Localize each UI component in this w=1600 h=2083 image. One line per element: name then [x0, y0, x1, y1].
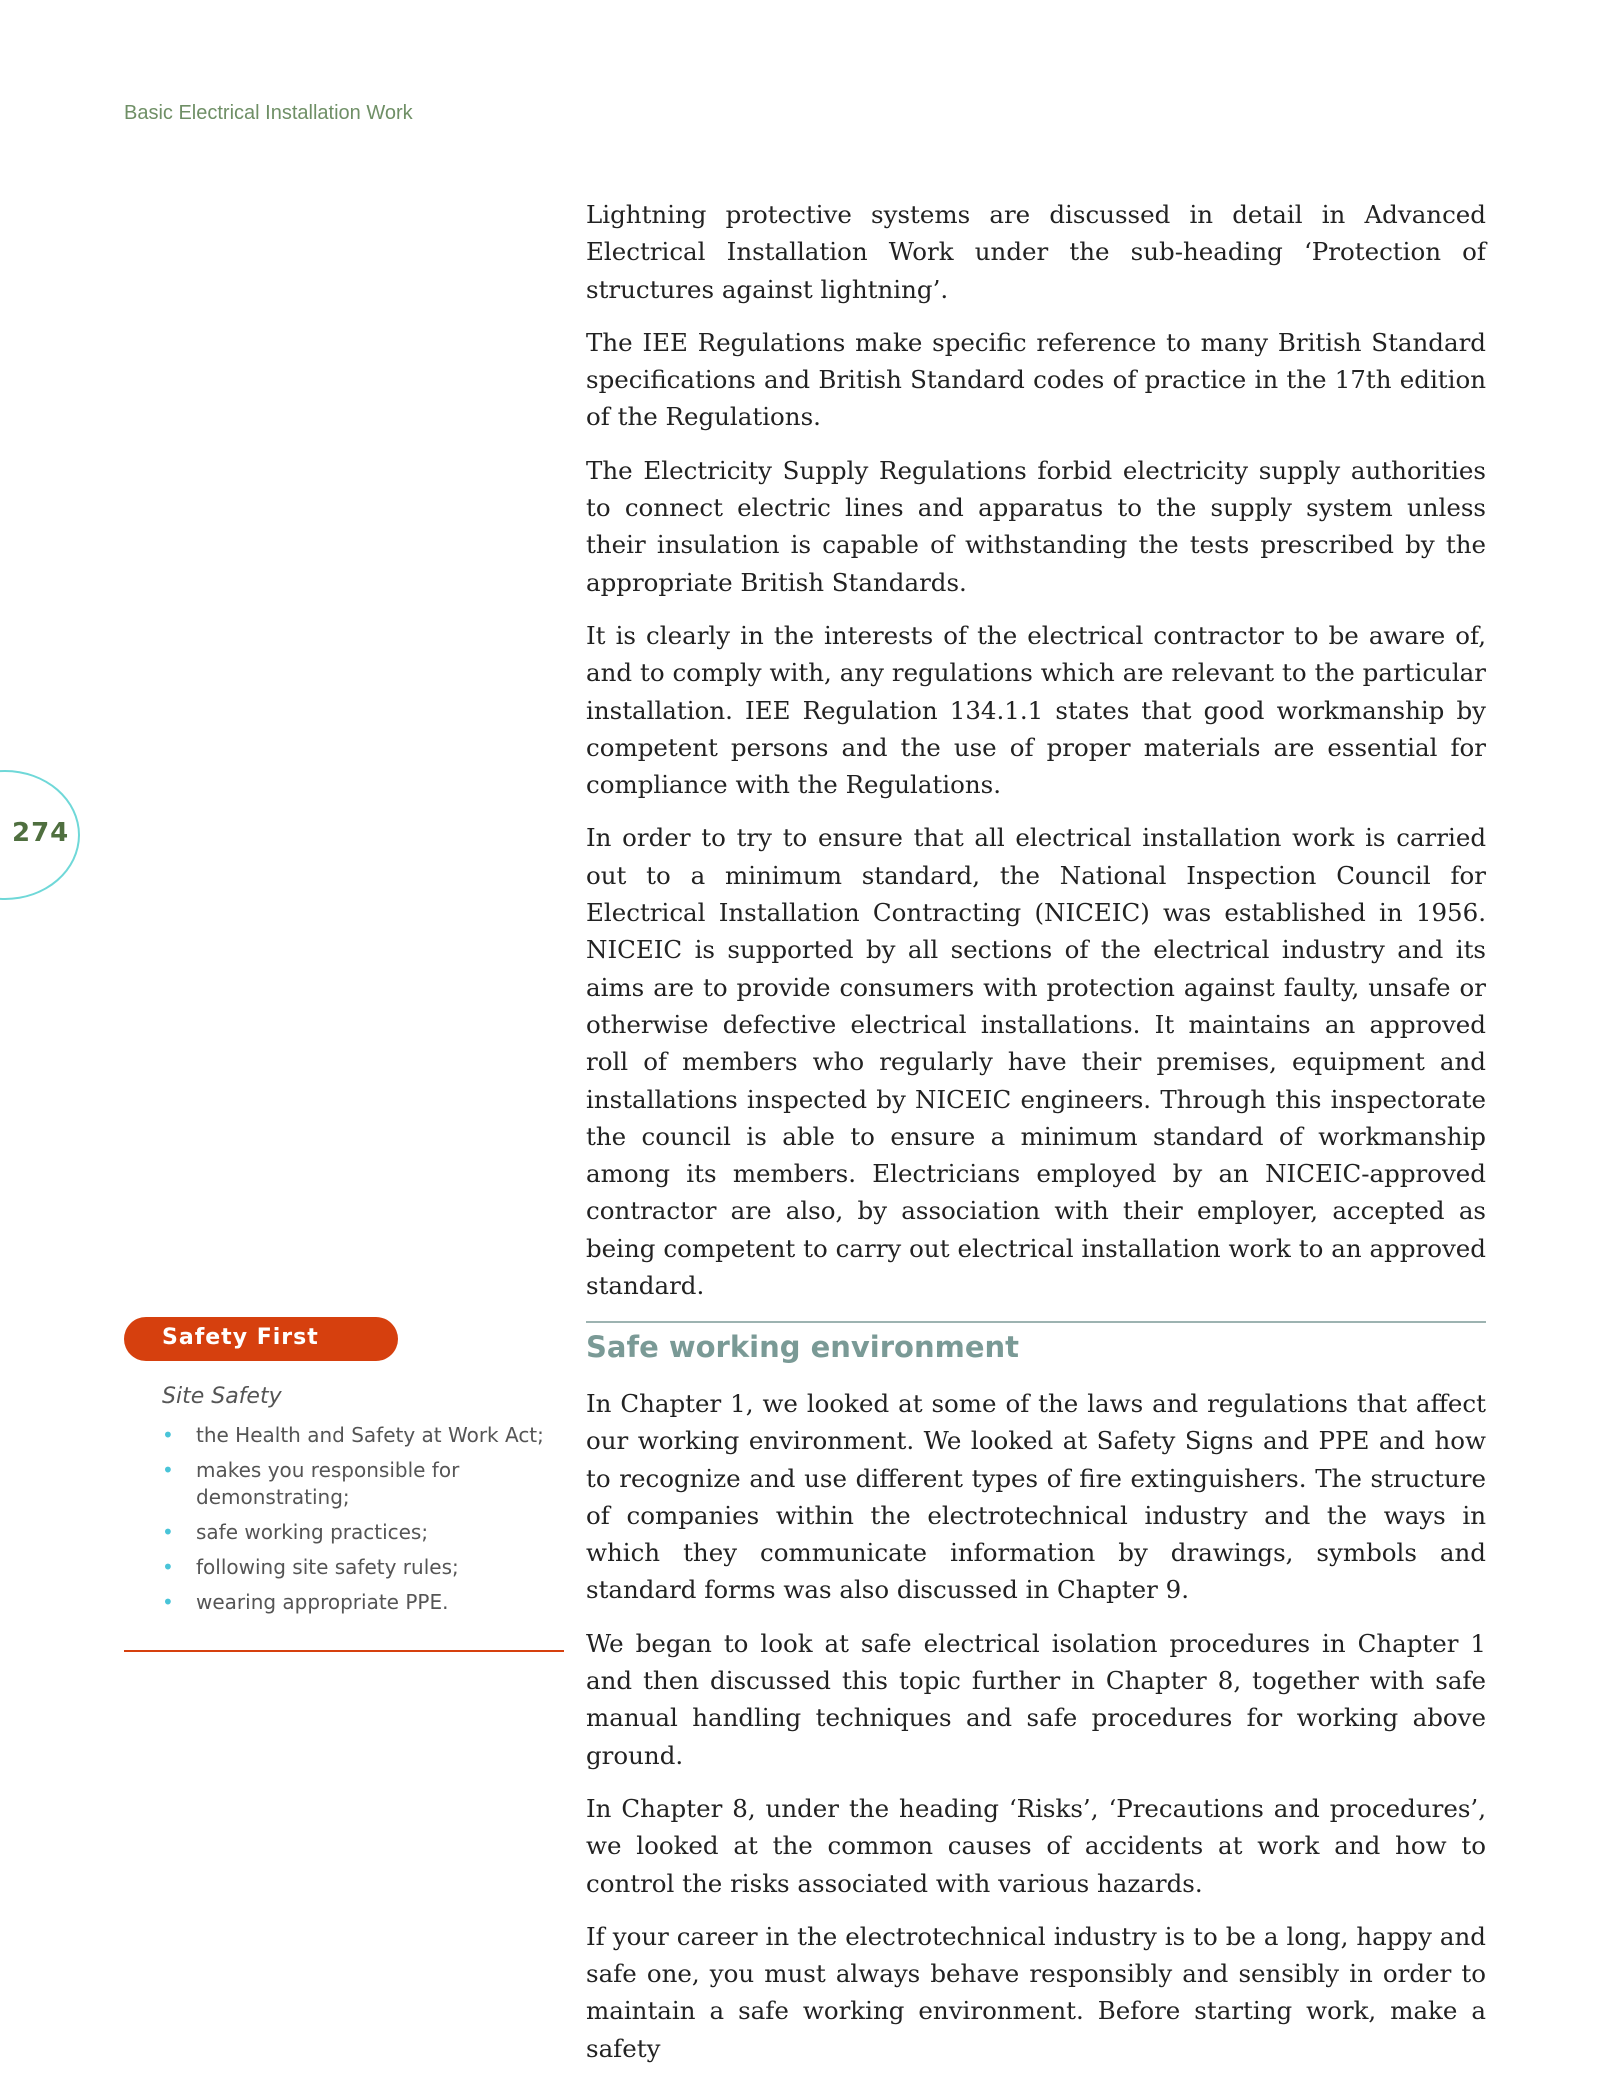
paragraph: In order to try to ensure that all electrical installation work is carried out to a minimum standard, the National Inspection Council for Electrical Installation Contracting (NICEIC) was established in 1956. NICEIC is supported by all sections of the electrical industry and its aims are to provide consumers with protection against faulty, unsafe or otherwise defective electrical installations. It maintains an approved roll of members who regularly have their premises, equipment and installations inspected by NICEIC engineers. Through this inspectorate the council is able to ensure a minimum standard of workmanship among its members. Electricians employed by an NICEIC-approved contractor are also, by association with their employer, accepted as being competent to carry out electrical installation work to an approved standard. — [586, 823, 1486, 1301]
sidebar-list — [162, 1422, 562, 1624]
section-heading: Safe working environment — [586, 1330, 1020, 1364]
sidebar-subtitle: Site Safety — [162, 1384, 282, 1409]
paragraph: The Electricity Supply Regulations forbid electricity supply authorities to connect electric lines and apparatus to the supply system unless their insulation is capable of withstanding the tests prescribed by the appropriate British Standards. — [586, 455, 1486, 597]
bullet-icon: • — [162, 1520, 174, 1544]
paragraph: We began to look at safe electrical isolation procedures in Chapter 1 and then discussed this topic further in Chapter 8, together with safe manual handling techniques and safe procedures for working above ground. — [586, 1628, 1486, 1770]
paragraph: If your career in the electrotechnical industry is to be a long, happy and safe one, you must always behave responsibly and sensibly in order to maintain a safe working environment. Before starting work, make a safety — [586, 1921, 1486, 2063]
running-head: Basic Electrical Installation Work — [124, 102, 413, 124]
list-item — [162, 1519, 562, 1546]
bullet-icon: • — [162, 1458, 174, 1482]
list-item-text: the Health and Safety at Work Act; — [196, 1423, 544, 1447]
list-item — [162, 1422, 562, 1449]
section-divider — [586, 1321, 1486, 1323]
paragraph: In Chapter 1, we looked at some of the laws and regulations that affect our working environment. We looked at Safety Signs and PPE and how to recognize and use different types of fire extinguishers. The structure of companies within the electrotechnical industry and the ways in which they communicate information by drawings, symbols and standard forms was also discussed in Chapter 9. — [586, 1389, 1486, 1605]
bullet-icon: • — [162, 1423, 174, 1447]
list-item-text: makes you responsible for demonstrating; — [196, 1458, 460, 1509]
main-text — [586, 196, 1486, 1320]
list-item — [162, 1554, 562, 1581]
paragraph: Lightning protective systems are discussed in detail in Advanced Electrical Installation Work under the sub-heading ‘Protection of structures against lightning’. — [586, 200, 1486, 304]
section-text — [586, 1385, 1486, 2083]
paragraph: It is clearly in the interests of the electrical contractor to be aware of, and to comply with, any regulations which are relevant to the particular installation. IEE Regulation 134.1.1 states that good workmanship by competent persons and the use of proper materials are essential for compliance with the Regulations. — [586, 620, 1486, 800]
safety-first-tab: Safety First — [124, 1317, 398, 1361]
list-item-text: safe working practices; — [196, 1520, 429, 1544]
bullet-icon: • — [162, 1555, 174, 1579]
list-item — [162, 1589, 562, 1616]
list-item — [162, 1457, 562, 1511]
list-item-text: wearing appropriate PPE. — [196, 1590, 449, 1614]
paragraph: In Chapter 8, under the heading ‘Risks’, ‘Precautions and procedures’, we looked at the common causes of accidents at work and how to control the risks associated with various hazards. — [586, 1793, 1486, 1898]
bullet-icon: • — [162, 1590, 174, 1614]
sidebar-divider — [124, 1650, 564, 1652]
paragraph: The IEE Regulations make specific reference to many British Standard specifications and British Standard codes of practice in the 17th edition of the Regulations. — [586, 327, 1486, 432]
page-number: 274 — [12, 818, 70, 848]
list-item-text: following site safety rules; — [196, 1555, 459, 1579]
